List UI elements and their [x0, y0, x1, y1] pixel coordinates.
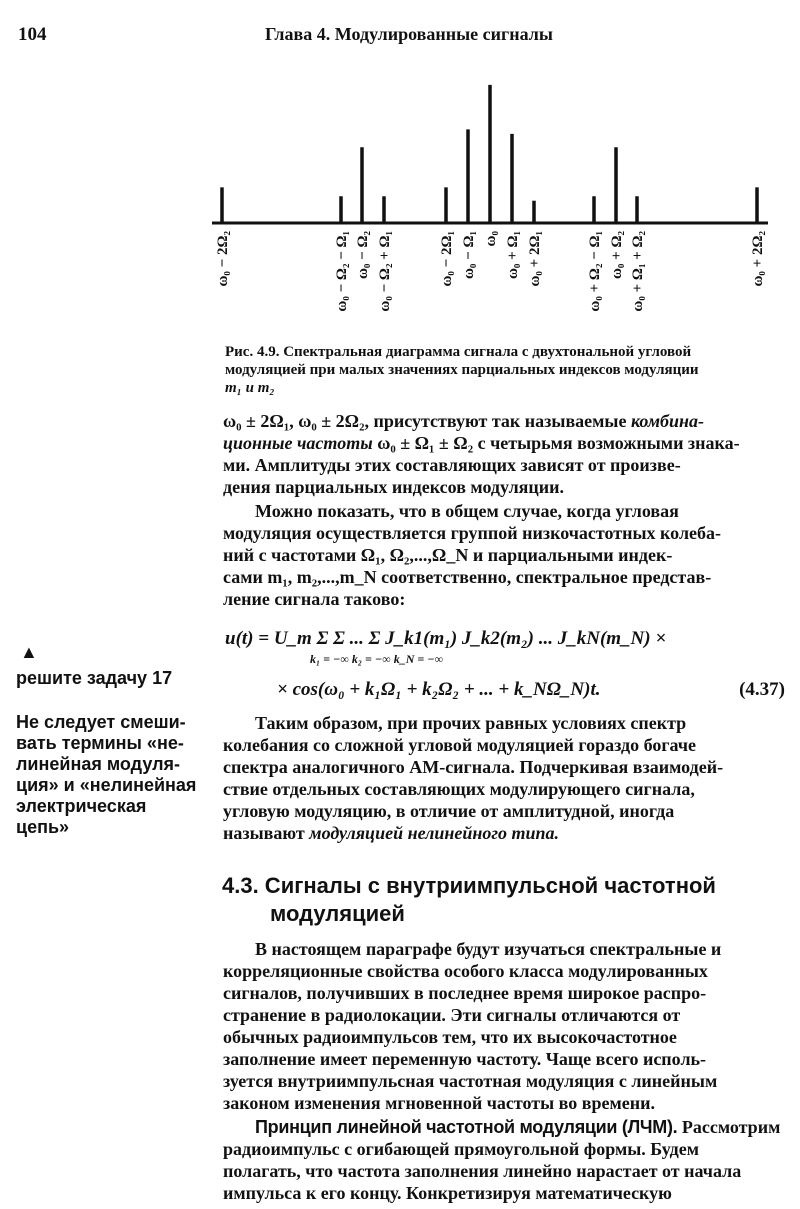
text-line: ми. Амплитуды этих составляющих зависят от произве-: [223, 455, 681, 475]
caption-line: модуляцией при малых значениях парциальных индексов модуляции: [225, 362, 699, 378]
caption-line: m₁ и m₂: [225, 380, 275, 396]
paragraph-combination-frequencies: [223, 410, 783, 498]
text-line: полагать, что частота заполнения линейно нарастает от начала: [223, 1161, 742, 1181]
section-title: [222, 872, 742, 928]
paragraph-lead: Принцип линейной частотной модуляции (ЛЧМ).: [255, 1117, 678, 1137]
text-line: Рассмотрим: [677, 1117, 781, 1137]
text-line: называют: [223, 823, 310, 843]
spectrum-diagram: [0, 55, 800, 345]
text-line: модуляция осуществляется группой низкочастотных колеба-: [223, 523, 722, 543]
text-line: импульса к его концу. Конкретизируя математическую: [223, 1183, 672, 1203]
text-line: странение в радиолокации. Эти сигналы отличаются от: [223, 1005, 681, 1025]
triangle-marker-icon: ▲: [20, 642, 38, 662]
spectral-line-label: ω₀ + Ω₁: [505, 231, 521, 280]
text-line: ω₀ ± Ω₁ ± Ω₂ с четырьмя возможными знака-: [372, 433, 740, 453]
note-line: ция» и «нелинейная: [16, 775, 197, 795]
section-title-line: 4.3. Сигналы с внутриимпульсной частотной: [222, 873, 716, 898]
paragraph-conclusion: [223, 712, 783, 844]
spectral-line-label: ω₀ − Ω₁: [461, 231, 477, 280]
text-line: ление сигнала таково:: [223, 589, 406, 609]
formula-line-1: u(t) = U_m Σ Σ ... Σ J_k1(m₁) J_k2(m₂) ... J_kN(m_N) ×: [225, 628, 667, 649]
text-line: ствие отдельных составляющих модулирующего сигнала,: [223, 779, 695, 799]
text-line: зуется внутриимпульсная частотная модуляция с линейным: [223, 1071, 718, 1091]
text-line: колебания со сложной угловой модуляцией гораздо богаче: [223, 735, 696, 755]
formula-4-37: [225, 628, 785, 701]
formula-sum-limits: k₁ = −∞ k₂ = −∞ k_N = −∞: [310, 652, 444, 666]
text-line: радиоимпульс с огибающей прямоугольной формы. Будем: [223, 1139, 699, 1159]
spectral-line-label: ω₀ + 2Ω₂: [750, 231, 766, 287]
spectral-line-label: ω₀ − Ω₂ + Ω₁: [377, 231, 393, 312]
text-line: В настоящем параграфе будут изучаться спектральные и: [255, 939, 722, 959]
text-line: спектра аналогичного АМ-сигнала. Подчеркивая взаимодей-: [223, 757, 724, 777]
caption-line: Рис. 4.9. Спектральная диаграмма сигнала с двухтональной угловой: [225, 344, 692, 360]
term-emphasis: комбина-: [630, 411, 705, 431]
equation-number: (4.37): [739, 679, 785, 700]
text-line: корреляционные свойства особого класса модулированных: [223, 961, 708, 981]
term-emphasis: модуляцией нелинейного типа.: [309, 823, 560, 843]
text-line: ний с частотами Ω₁, Ω₂,...,Ω_N и парциальными индек-: [223, 545, 673, 565]
note-line: Не следует смеши-: [16, 712, 186, 732]
figure-caption: [225, 343, 790, 397]
text-line: сами m₁, m₂,...,m_N соответственно, спектральное представ-: [223, 567, 712, 587]
text-line: Можно показать, что в общем случае, когда угловая: [255, 501, 679, 521]
spectral-line-label: ω₀ − 2Ω₁: [439, 231, 455, 287]
note-line: линейная модуля-: [16, 754, 181, 774]
paragraph-section-intro: [223, 938, 783, 1114]
spectral-line-label: ω₀ + Ω₂: [609, 231, 625, 280]
spectral-line-label: ω₀ − 2Ω₂: [215, 231, 231, 287]
term-emphasis: ционные частоты: [223, 433, 373, 453]
chapter-title: Глава 4. Модулированные сигналы: [265, 24, 553, 44]
spectral-line-label: ω₀ + 2Ω₁: [527, 231, 543, 287]
note-line: электрическая: [16, 796, 147, 816]
section-title-line: модуляцией: [270, 901, 405, 926]
spectral-line-label: ω₀: [483, 231, 499, 247]
sidebar-task-ref: решите задачу 17: [16, 668, 173, 688]
text-line: дения парциальных индексов модуляции.: [223, 477, 565, 497]
spectral-line-label: ω₀ + Ω₁ + Ω₂: [630, 231, 646, 312]
spectral-line-label: ω₀ − Ω₂: [355, 231, 371, 280]
note-line: цепь»: [16, 817, 70, 837]
text-line: обычных радиоимпульсов тем, что их высокочастотное: [223, 1027, 677, 1047]
note-line: вать термины «не-: [16, 733, 184, 753]
sidebar-note: [16, 712, 206, 838]
page-number: 104: [18, 24, 47, 45]
formula-line-2: × cos(ω₀ + k₁Ω₁ + k₂Ω₂ + ... + k_NΩ_N)t.: [277, 679, 601, 700]
text-line: заполнение имеет переменную частоту. Чаще всего исполь-: [223, 1049, 707, 1069]
text-line: законом изменения мгновенной частоты во времени.: [223, 1093, 655, 1113]
paragraph-general-case: [223, 500, 783, 610]
text-line: ω₀ ± 2Ω₁, ω₀ ± 2Ω₂, присутствуют так называемые: [223, 411, 631, 431]
spectral-line-label: ω₀ − Ω₂ − Ω₁: [334, 231, 350, 312]
paragraph-lfm-principle: [223, 1116, 783, 1204]
spectral-line-label: ω₀ + Ω₂ − Ω₁: [587, 231, 603, 312]
text-line: угловую модуляцию, в отличие от амплитудной, иногда: [223, 801, 675, 821]
text-line: Таким образом, при прочих равных условиях спектр: [255, 713, 687, 733]
text-line: сигналов, получивших в последнее время широкое распро-: [223, 983, 707, 1003]
